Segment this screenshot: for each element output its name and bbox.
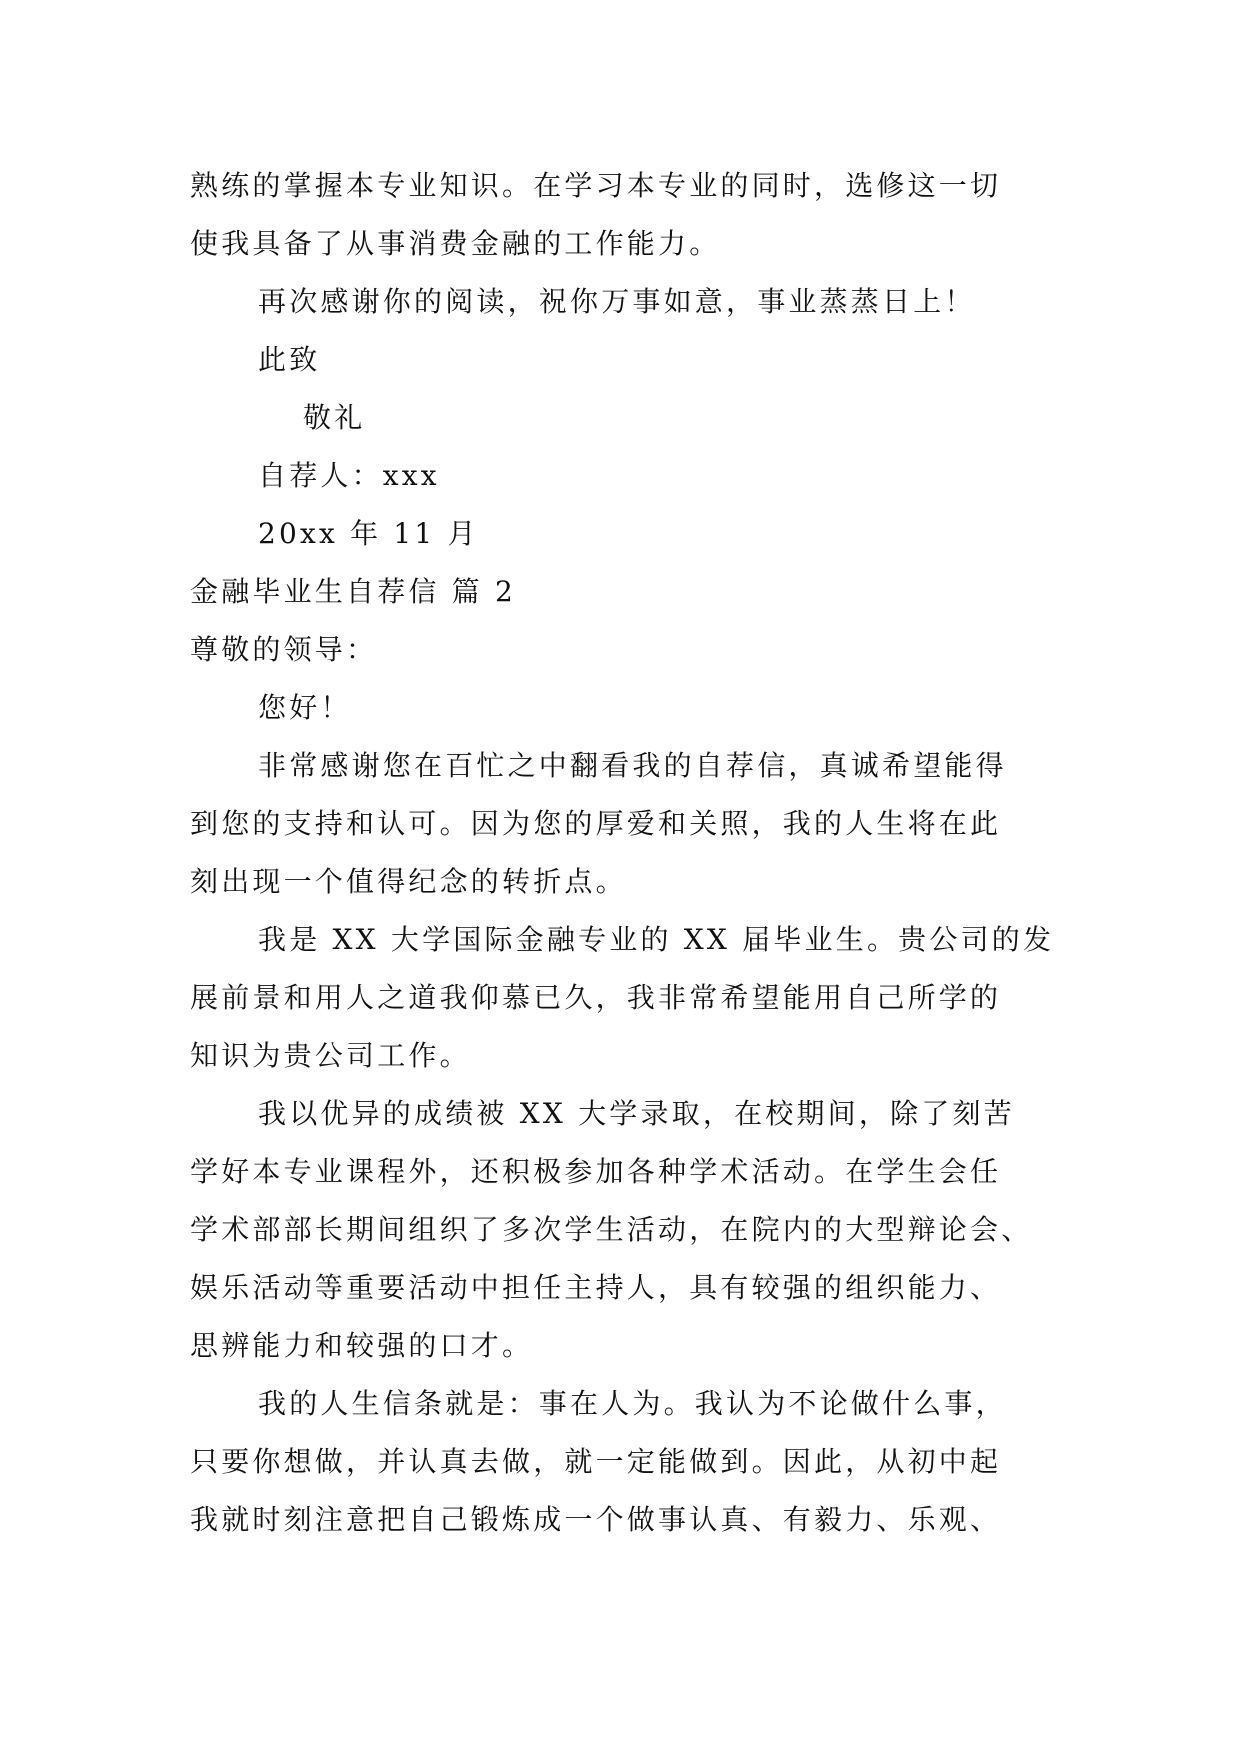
section-title: 金融毕业生自荐信 篇 2 [190,575,517,608]
body-text-line: 使我具备了从事消费金融的工作能力。 [190,227,721,260]
body-text-line: 思辨能力和较强的口才。 [190,1329,534,1362]
body-text-line: 娱乐活动等重要活动中担任主持人，具有较强的组织能力、 [190,1271,1002,1304]
body-text-line: 学术部部长期间组织了多次学生活动，在院内的大型辩论会、 [190,1213,1033,1246]
body-text-line: 我的人生信条就是：事在人为。我认为不论做什么事， [258,1387,1007,1420]
letter-greeting: 尊敬的领导： [190,633,378,666]
body-text-line: 我是 XX 大学国际金融专业的 XX 届毕业生。贵公司的发 [258,923,1055,956]
body-text-line: 我就时刻注意把自己锻炼成一个做事认真、有毅力、乐观、 [190,1503,1002,1536]
body-text-line: 刻出现一个值得纪念的转折点。 [190,865,627,898]
body-text-line: 展前景和用人之道我仰慕已久，我非常希望能用自己所学的 [190,981,1002,1014]
letter-hello: 您好！ [258,691,352,724]
body-text-line: 知识为贵公司工作。 [190,1039,471,1072]
salutation-closing: 此致 [258,343,321,376]
body-text-line: 学好本专业课程外，还积极参加各种学术活动。在学生会任 [190,1155,1002,1188]
signature-date: 20xx 年 11 月 [258,517,479,550]
salutation-regards: 敬礼 [303,401,366,434]
body-text-line: 我以优异的成绩被 XX 大学录取，在校期间，除了刻苦 [258,1097,1015,1130]
body-text-line: 非常感谢您在百忙之中翻看我的自荐信，真诚希望能得 [258,749,1007,782]
body-text-line: 到您的支持和认可。因为您的厚爱和关照，我的人生将在此 [190,807,1002,840]
body-text-line: 熟练的掌握本专业知识。在学习本专业的同时，选修这一切 [190,169,1002,202]
closing-wish: 再次感谢你的阅读，祝你万事如意，事业蒸蒸日上！ [258,285,976,318]
body-text-line: 只要你想做，并认真去做，就一定能做到。因此，从初中起 [190,1445,1002,1478]
signature-name: 自荐人：xxx [258,459,440,492]
